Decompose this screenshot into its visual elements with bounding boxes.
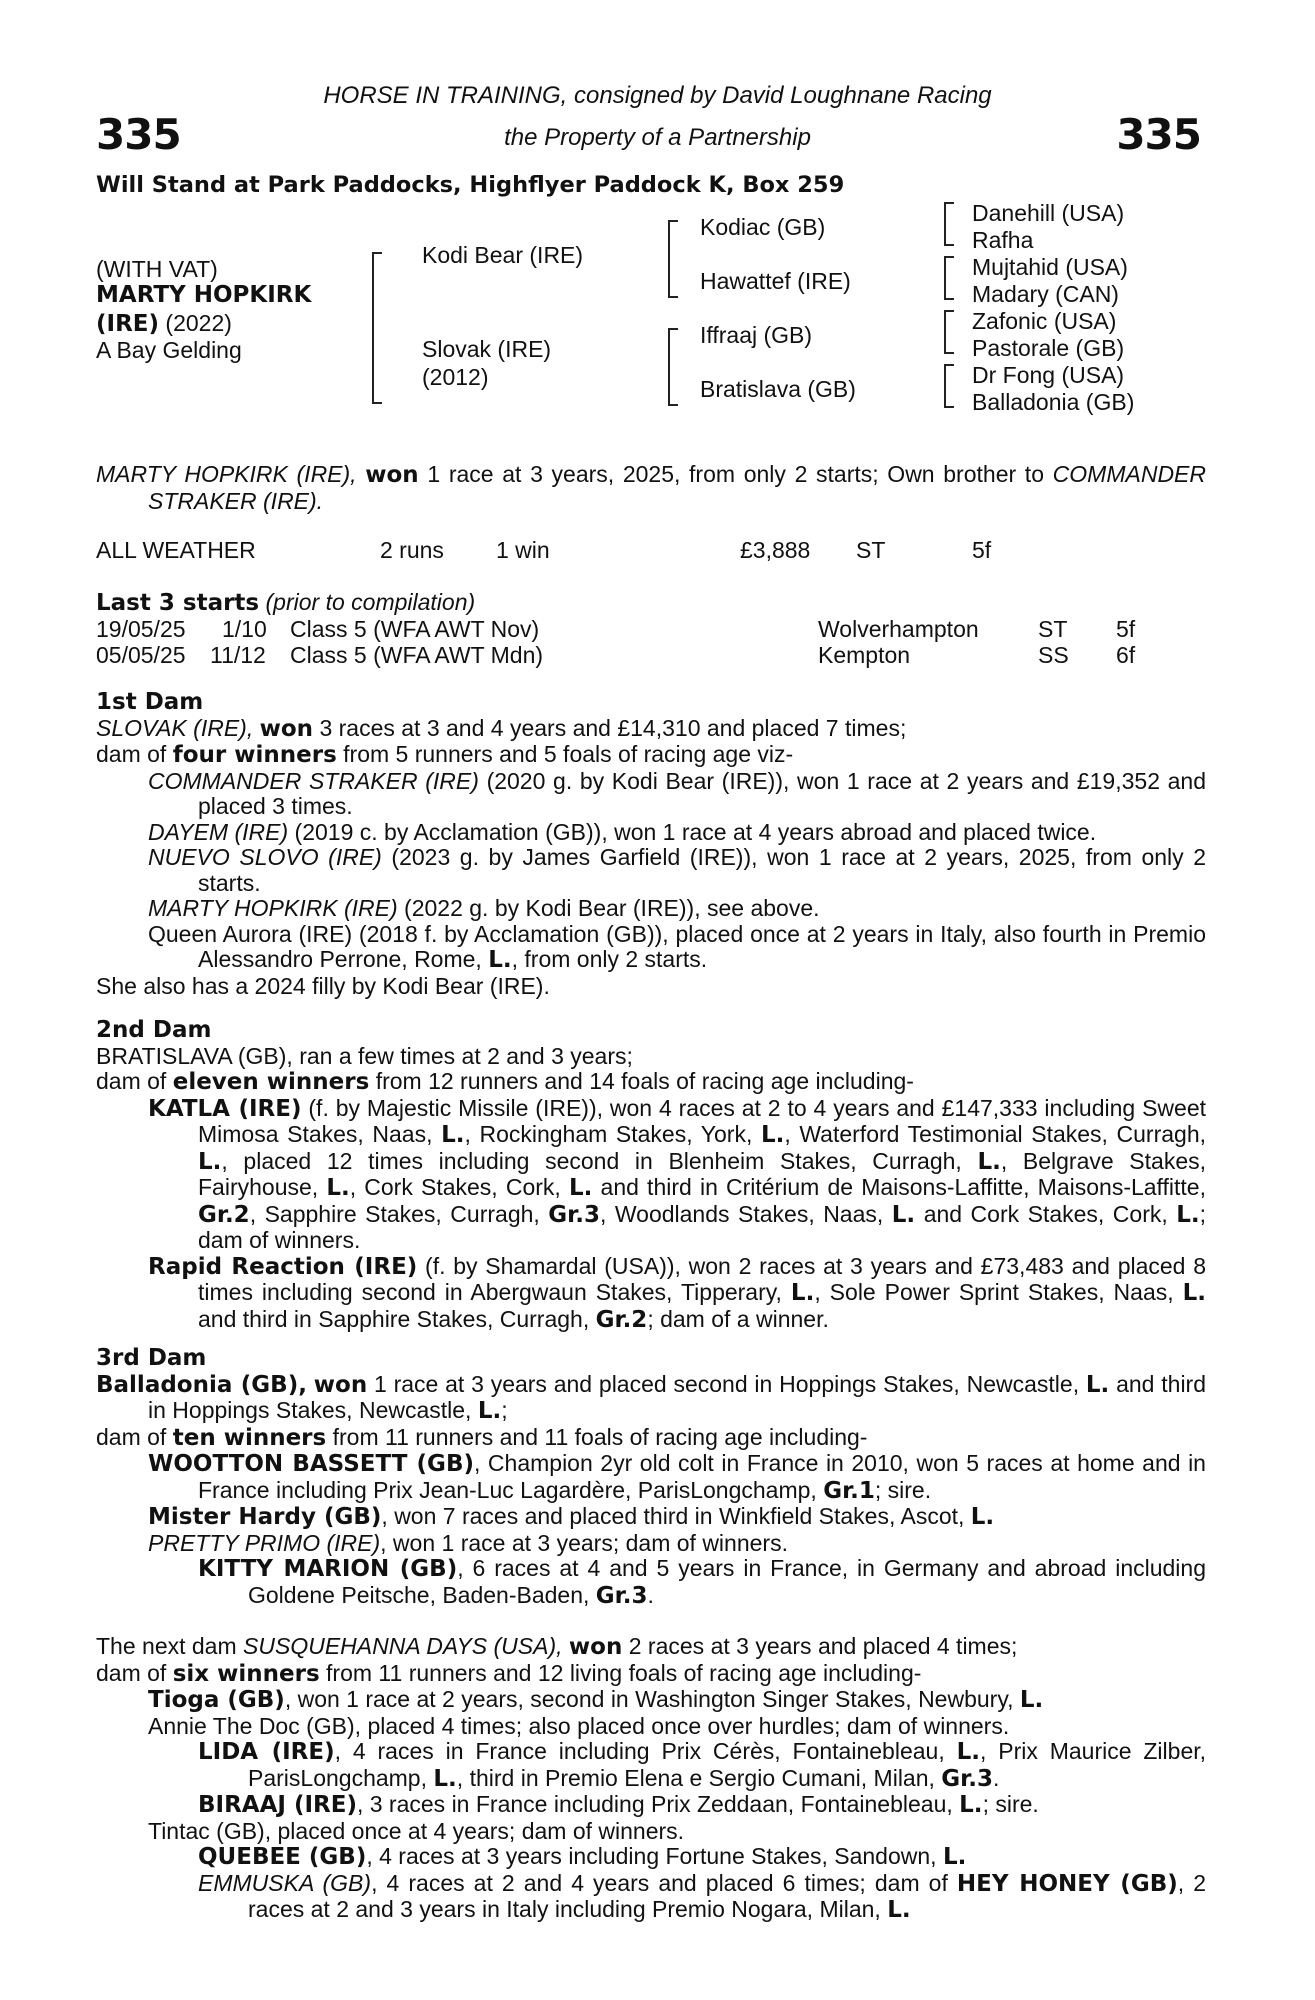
third-dam-line-1: Balladonia (GB), won 1 race at 3 years and placed second in Hoppings Stakes, Newcastle, L. and third in Hoppings Stakes, Newcastle, L.; [96,1370,1207,1424]
next-dam-section [96,1634,1206,1924]
produce-entry: PRETTY PRIMO (IRE), won 1 race at 3 years; dam of winners. [148,1529,788,1556]
ancestor-8: Balladonia (GB) [972,389,1135,415]
pedigree-brace-7 [944,364,954,408]
record-runs: 2 runs [380,537,444,563]
horse-description: A Bay Gelding [96,337,242,363]
first-dam-section [96,690,1206,999]
summary-paragraph: MARTY HOPKIRK (IRE), won 1 race at 3 years, 2025, from only 2 starts; Own brother to COMMANDER STRAKER (IRE). [96,461,1207,514]
pedigree-chart [0,0,1315,420]
produce-entry: Rapid Reaction (IRE) (f. by Shamardal (USA)), won 2 races at 3 years and £73,483 and placed 8 times including second in Abergwaun Stakes, Tipperary, L., Sole Power Sprint Stakes, Naas, L. and third in Sapphire Stakes, Curragh, Gr.2; dam of a winner. [148,1252,1207,1333]
sire-dam: Hawattef (IRE) [700,268,851,294]
second-dam-title: 2nd Dam [96,1017,212,1043]
dam: Slovak (IRE) [422,336,552,362]
produce-entry: Mister Hardy (GB), won 7 races and placed third in Winkfield Stakes, Ascot, L. [148,1503,995,1530]
ancestor-4: Madary (CAN) [972,281,1119,307]
summary [96,462,1206,514]
second-dam-section [96,1018,1206,1333]
first-dam-line-1: SLOVAK (IRE), won 3 races at 3 and 4 years and £14,310 and placed 7 times; [96,714,907,742]
second-dam-line-2: dam of eleven winners from 12 runners and 14 foals of racing age including- [96,1068,914,1095]
pedigree-brace-4 [944,202,954,246]
race-record [96,538,1206,564]
produce-entry: MARTY HOPKIRK (IRE) (2022 g. by Kodi Bear (IRE)), see above. [148,895,820,921]
pedigree-brace-3 [668,328,678,406]
first-dam-title: 1st Dam [96,689,204,715]
pedigree-brace-2 [668,220,678,298]
record-surface: ALL WEATHER [96,537,256,563]
ancestor-1: Danehill (USA) [972,200,1125,226]
produce-entry: WOOTTON BASSETT (GB), Champion 2yr old colt in France in 2010, won 5 races at home and in France including Prix Jean-Luc Lagardère, ParisLongchamp, Gr.1; sire. [148,1450,1206,1504]
property-line: the Property of a Partnership [504,124,811,151]
vat-label: (WITH VAT) [96,256,218,282]
second-dam-line-1: BRATISLAVA (GB), ran a few times at 2 and 3 years; [96,1042,633,1069]
dam-year: (2012) [422,364,489,390]
ancestor-3: Mujtahid (USA) [972,254,1128,280]
lot-number-right: 335 [1116,110,1201,159]
dam-sire: Iffraaj (GB) [700,322,813,348]
ancestor-7: Dr Fong (USA) [972,362,1125,388]
third-dam-title: 3rd Dam [96,1345,207,1371]
ancestor-5: Zafonic (USA) [972,308,1117,334]
produce-entry: Queen Aurora (IRE) (2018 f. by Acclamation (GB)), placed once at 2 years in Italy, also fourth in Premio Alessandro Perrone, Rome, L., from only 2 starts. [148,920,1206,973]
produce-entry: Tintac (GB), placed once at 4 years; dam of winners. [148,1817,685,1844]
produce-entry: QUEBEE (GB), 4 races at 3 years including Fortune Stakes, Sandown, L. [198,1843,967,1870]
produce-entry: Tioga (GB), won 1 race at 2 years, second in Washington Singer Stakes, Newbury, L. [148,1686,1044,1713]
produce-entry: NUEVO SLOVO (IRE) (2023 g. by James Garfield (IRE)), won 1 race at 2 years, 2025, from only 2 starts. [148,844,1207,896]
stand-location: Will Stand at Park Paddocks, Highflyer Paddock K, Box 259 [96,172,845,198]
next-dam-line-1: The next dam SUSQUEHANNA DAYS (USA), won 2 races at 3 years and placed 4 times; [96,1633,1018,1660]
produce-entry: Annie The Doc (GB), placed 4 times; also placed once over hurdles; dam of winners. [148,1712,1010,1739]
first-dam-also: She also has a 2024 filly by Kodi Bear (IRE). [96,972,550,999]
horse-name: MARTY HOPKIRK [96,282,312,308]
produce-entry: COMMANDER STRAKER (IRE) (2020 g. by Kodi Bear (IRE)), won 1 race at 2 years and £19,352 and placed 3 times. [148,767,1207,819]
lot-number-left: 335 [96,110,181,159]
next-dam-line-2: dam of six winners from 11 runners and 12 living foals of racing age including- [96,1659,922,1687]
produce-entry: DAYEM (IRE) (2019 c. by Acclamation (GB)), won 1 race at 4 years abroad and placed twice. [148,818,1097,845]
produce-entry: LIDA (IRE), 4 races in France including Prix Cérès, Fontainebleau, L., Prix Maurice Zilber, ParisLongchamp, L., third in Premio Elena e Sergio Cumani, Milan, Gr.3. [198,1738,1207,1792]
sire-sire: Kodiac (GB) [700,214,826,240]
pedigree-brace-6 [944,310,954,354]
consignment-line: HORSE IN TRAINING, consigned by David Loughnane Racing [323,82,992,109]
horse-country-year: (IRE) (2022) [96,310,232,337]
pedigree-brace-5 [944,256,954,300]
record-distance: 5f [972,537,992,563]
last-starts [96,590,1206,669]
produce-entry: BIRAAJ (IRE), 3 races in France including Prix Zeddaan, Fontainebleau, L.; sire. [198,1791,1039,1818]
dam-dam: Bratislava (GB) [700,376,856,402]
last-start-row: 19/05/25 1/10 Class 5 (WFA AWT Nov) Wolverhampton ST 5f [96,615,1136,642]
sire: Kodi Bear (IRE) [422,242,584,268]
record-going: ST [856,537,886,563]
produce-entry: KATLA (IRE) (f. by Majestic Missile (IRE)), won 4 races at 2 to 4 years and £147,333 including Sweet Mimosa Stakes, Naas, L., Rockingham Stakes, York, L., Waterford Testimonial Stakes, Curragh, L., placed 12 times including second in Blenheim Stakes, Curragh, L., Belgrave Stakes, Fairyhouse, L., Cork Stakes, Cork, L. and third in Critérium de Maisons-Laffitte, Maisons-Laffitte, Gr.2, Sapphire Stakes, Curragh, Gr.3, Woodlands Stakes, Naas, L. and Cork Stakes, Cork, L.; dam of winners. [148,1094,1207,1253]
record-wins: 1 win [496,537,550,563]
pedigree-brace-1 [372,252,382,404]
ancestor-2: Rafha [972,227,1034,253]
record-prize: £3,888 [740,537,811,563]
third-dam-line-2: dam of ten winners from 11 runners and 11 foals of racing age including- [96,1423,868,1451]
ancestor-6: Pastorale (GB) [972,335,1125,361]
produce-entry: KITTY MARION (GB), 6 races at 4 and 5 years in France, in Germany and abroad including Goldene Peitsche, Baden-Baden, Gr.3. [198,1555,1206,1609]
third-dam-section [96,1346,1206,1609]
produce-entry: EMMUSKA (GB), 4 races at 2 and 4 years and placed 6 times; dam of HEY HONEY (GB), 2 races at 2 and 3 years in Italy including Premio Nogara, Milan, L. [198,1869,1206,1923]
last-start-row: 05/05/25 11/12 Class 5 (WFA AWT Mdn) Kempton SS 6f [96,641,1136,668]
first-dam-line-2: dam of four winners from 5 runners and 5 foals of racing age viz- [96,741,794,768]
last-starts-title: Last 3 starts (prior to compilation) [96,589,476,616]
